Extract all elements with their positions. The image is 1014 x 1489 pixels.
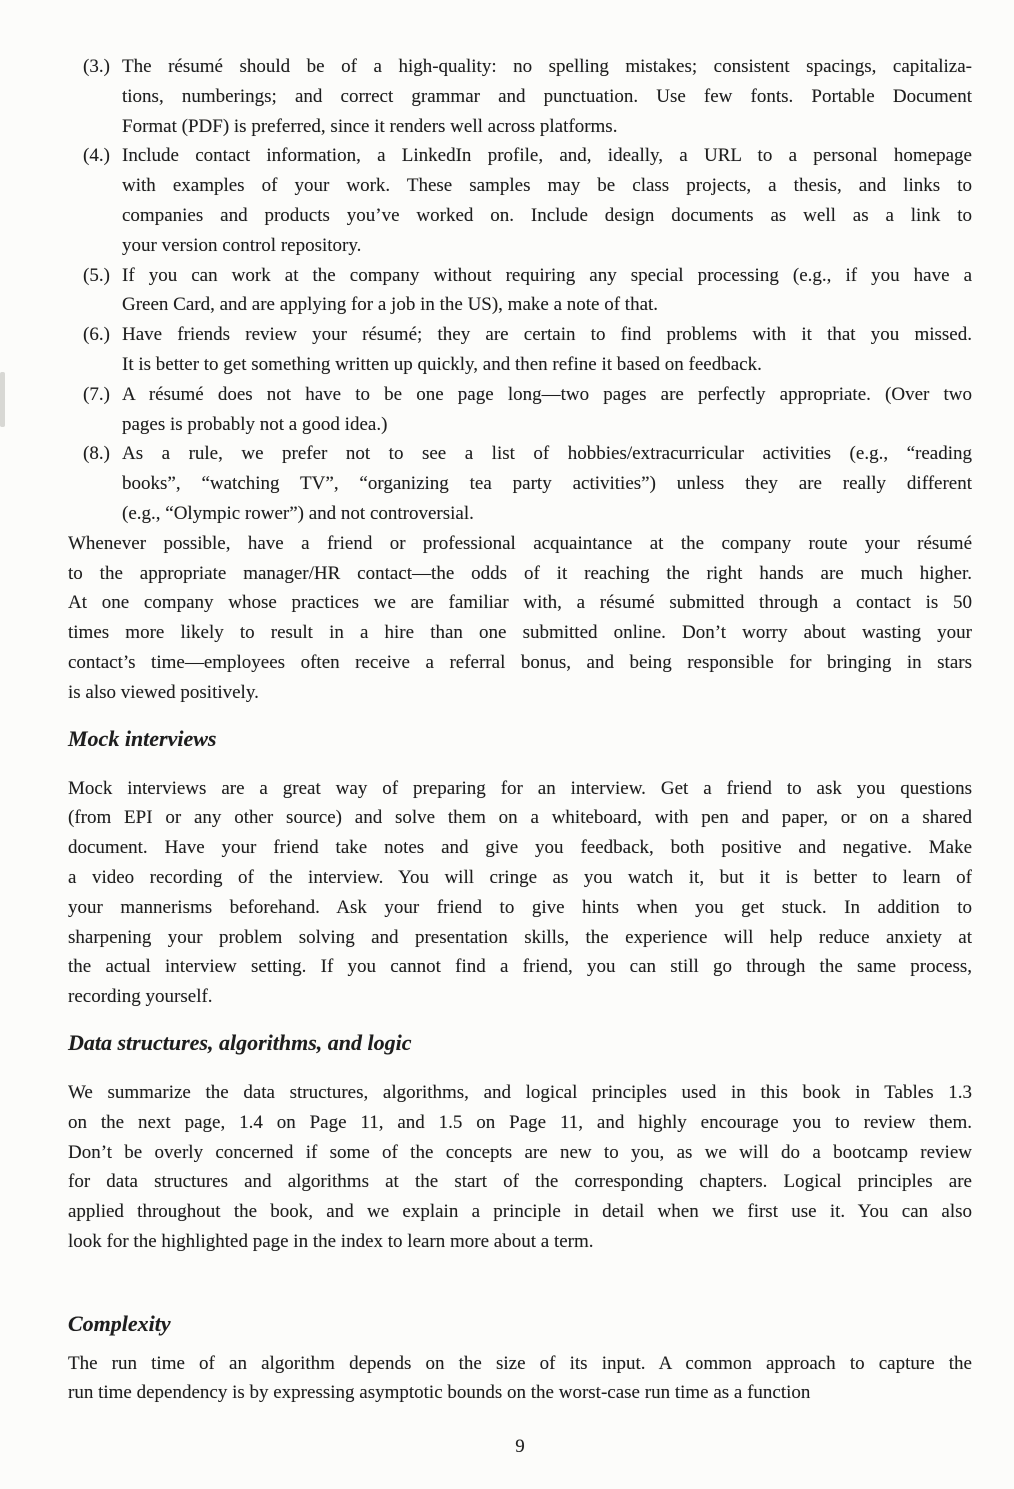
text-line: your mannerisms beforehand. Ask your friend to give hints when you get stuck. In addition to (68, 896, 972, 918)
text-line: Include contact information, a LinkedIn profile, and, ideally, a URL to a personal homepage (122, 145, 972, 167)
list-item (68, 52, 972, 141)
text-line: The résumé should be of a high-quality: no spelling mistakes; consistent spacings, capitaliza- (122, 56, 972, 77)
list-item-text (122, 380, 972, 440)
page-content (68, 52, 972, 1462)
text-line: We summarize the data structures, algorithms, and logical principles used in this book in Tables 1.3 (68, 1081, 972, 1103)
list-item (68, 141, 972, 260)
list-item (68, 439, 972, 528)
list-item (68, 380, 972, 440)
text-line: tions, numberings; and correct grammar and punctuation. Use few fonts. Portable Document (122, 85, 972, 107)
text-line: A résumé does not have to be one page long—two pages are perfectly appropriate. (Over two (122, 383, 972, 405)
text-line: times more likely to result in a hire than one submitted online. Don’t worry about wasting your (68, 622, 972, 644)
list-item-text (122, 141, 972, 260)
numbered-list (68, 52, 972, 529)
list-item-marker: (3.) (83, 56, 110, 77)
text-line: document. Have your friend take notes and give you feedback, both positive and negative. Make (68, 837, 972, 859)
list-item-marker: (7.) (83, 383, 110, 405)
list-item-text (122, 320, 972, 380)
section-heading-data-structures: Data structures, algorithms, and logic (68, 1029, 412, 1055)
text-line: pages is probably not a good idea.) (122, 413, 388, 435)
text-line: a video recording of the interview. You will cringe as you watch it, but it is better to learn of (68, 866, 972, 888)
paragraph-data-structures (68, 1078, 972, 1257)
text-line: As a rule, we prefer not to see a list of hobbies/extracurricular activities (e.g., “reading (122, 443, 972, 465)
section-heading-complexity: Complexity (68, 1310, 171, 1336)
text-line: (from EPI or any other source) and solve them on a whiteboard, with pen and paper, or on a shared (68, 807, 972, 829)
list-item-marker: (8.) (83, 443, 110, 465)
text-line: Format (PDF) is preferred, since it renders well across platforms. (122, 115, 618, 137)
text-line: If you can work at the company without requiring any special processing (e.g., if you have a (122, 264, 972, 286)
list-item-marker: (5.) (83, 264, 110, 286)
text-line: recording yourself. (68, 986, 213, 1008)
list-item (68, 320, 972, 380)
text-line: Whenever possible, have a friend or professional acquaintance at the company route your résumé (68, 532, 972, 554)
text-line: companies and products you’ve worked on. Include design documents as well as a link to (122, 204, 972, 226)
page-footer (68, 1432, 972, 1462)
list-item-marker: (4.) (83, 145, 110, 167)
text-line: sharpening your problem solving and presentation skills, the experience will help reduce anxiety at (68, 926, 972, 948)
text-line: with examples of your work. These samples may be class projects, a thesis, and links to (122, 175, 972, 197)
page-number: 9 (515, 1436, 525, 1458)
text-line: contact’s time—employees often receive a referral bonus, and being responsible for bringing in stars (68, 651, 972, 673)
paragraph-complexity (68, 1349, 972, 1409)
text-line: The run time of an algorithm depends on the size of its input. A common approach to capture the (68, 1352, 972, 1374)
list-item-text (122, 261, 972, 321)
list-item-marker: (6.) (83, 324, 110, 346)
text-line: look for the highlighted page in the index to learn more about a term. (68, 1230, 594, 1252)
text-line: At one company whose practices we are familiar with, a résumé submitted through a contact is 50 (68, 592, 972, 614)
text-line: run time dependency is by expressing asymptotic bounds on the worst-case run time as a function (68, 1382, 811, 1404)
paragraph-referral-note (68, 529, 972, 708)
text-line: It is better to get something written up quickly, and then refine it based on feedback. (122, 353, 762, 375)
text-line: Have friends review your résumé; they are certain to find problems with it that you missed. (122, 324, 972, 346)
text-line: is also viewed positively. (68, 681, 259, 703)
list-item-text (122, 439, 972, 528)
text-line: the actual interview setting. If you cannot find a friend, you can still go through the same process, (68, 956, 972, 978)
text-line: to the appropriate manager/HR contact—the odds of it reaching the right hands are much higher. (68, 562, 972, 584)
scan-artifact (0, 372, 5, 427)
text-line: books”, “watching TV”, “organizing tea party activities”) unless they are really different (122, 473, 972, 495)
text-line: on the next page, 1.4 on Page 11, and 1.5 on Page 11, and highly encourage you to review them. (68, 1111, 972, 1133)
section-heading-mock-interviews: Mock interviews (68, 725, 217, 751)
text-line: Don’t be overly concerned if some of the concepts are new to you, as we will do a bootcamp review (68, 1141, 972, 1163)
list-item-text (122, 52, 972, 141)
text-line: Green Card, and are applying for a job in the US), make a note of that. (122, 294, 659, 316)
text-line: Mock interviews are a great way of preparing for an interview. Get a friend to ask you questions (68, 777, 972, 799)
text-line: (e.g., “Olympic rower”) and not controversial. (122, 502, 474, 524)
text-line: applied throughout the book, and we explain a principle in detail when we first use it. You can also (68, 1201, 972, 1223)
list-item (68, 261, 972, 321)
paragraph-mock-interviews (68, 774, 972, 1012)
text-line: for data structures and algorithms at the start of the corresponding chapters. Logical principles are (68, 1171, 972, 1193)
text-line: your version control repository. (122, 234, 362, 256)
